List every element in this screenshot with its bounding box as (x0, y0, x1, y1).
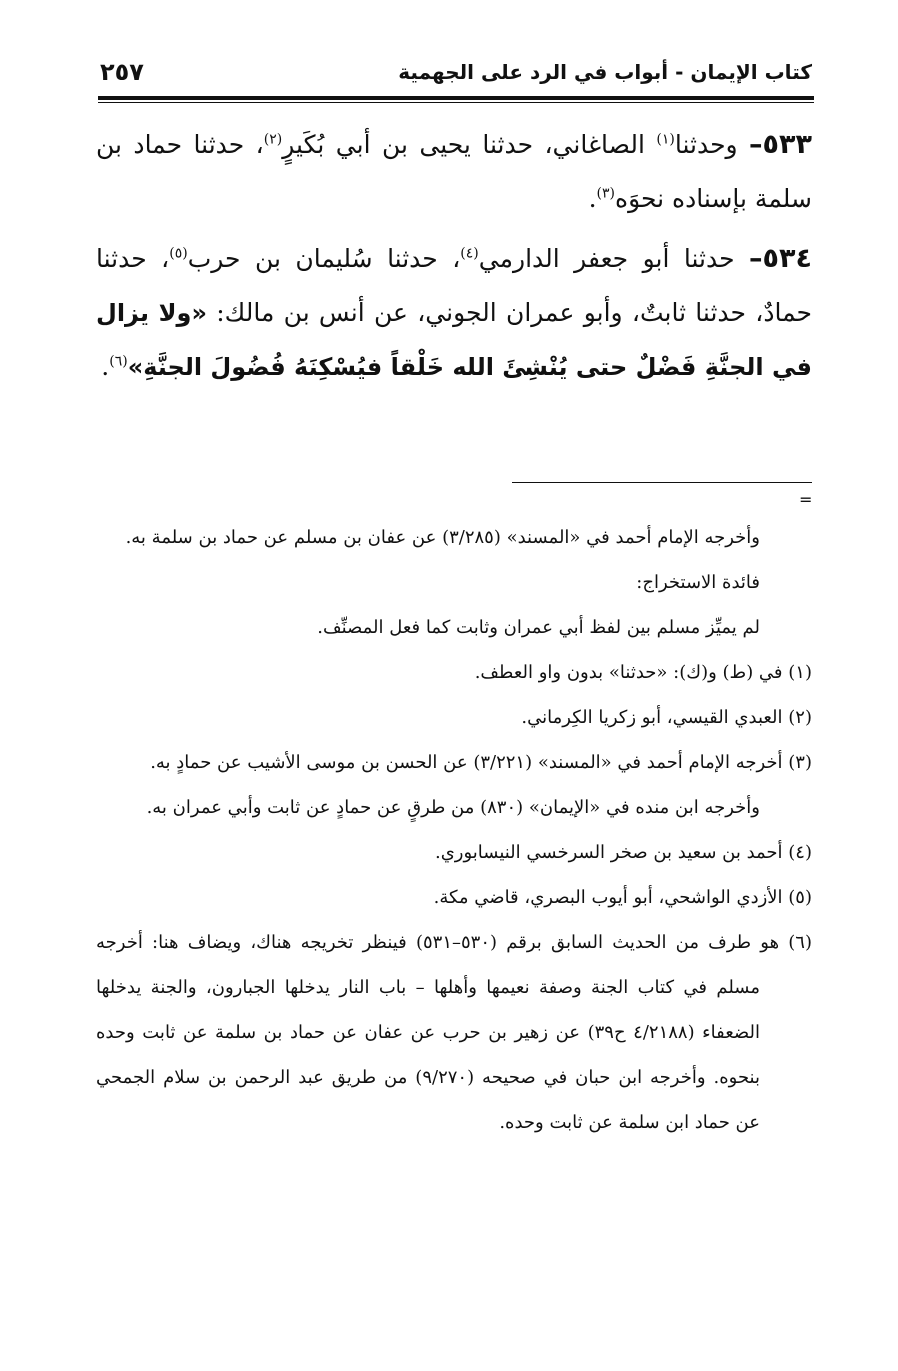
header-rule-thick (98, 96, 814, 100)
footnote-continued: فائدة الاستخراج: (636, 572, 760, 593)
hadith-text: الصاغاني، حدثنا يحيى بن أبي بُكَيرٍ (282, 130, 657, 159)
footnote-6: (٦) هو طرف من الحديث السابق برقم (٥٣٠–٥٣١) فينظر تخريجه هناك، ويضاف هنا: أخرجه مسلم في كتاب الجنة وصفة نعيمها وأهلها – باب النار يدخلها الجبارون، والجنة يدخلها الضعفاء (٤/٢١٨٨ ح٣٩) عن زهير بن حرب عن عفان عن حماد بن سلمة عن ثابت وحده بنحوه. وأخرجه ابن حبان في صحيحه (٩/٢٧٠) من طريق عبد الرحمن بن سلام الجمحي عن حماد ابن سلمة عن ثابت وحده. (96, 932, 812, 1133)
footnote-separator (512, 482, 812, 483)
footnote-4: (٤) أحمد بن سعيد بن صخر السرخسي النيسابوري. (434, 842, 812, 863)
hadith-text: ، حدثنا حماد بن سلمة بإسناده نحوَه (96, 130, 812, 213)
main-text (96, 118, 812, 400)
hadith-text: ، حدثنا حمادٌ، حدثنا ثابتٌ، وأبو عمران الجوني، عن أنس بن مالك: (96, 244, 813, 327)
footnote-continued: لم يميِّز مسلم بين لفظ أبي عمران وثابت كما فعل المصنِّف. (317, 617, 760, 638)
hadith-533 (96, 118, 812, 226)
footnote-3: (٣) أخرجه الإمام أحمد في «المسند» (٣/٢٢١) عن الحسن بن موسى الأشيب عن حمادٍ به. (150, 752, 812, 773)
footnote-ref: (٥) (169, 245, 188, 262)
hadith-number: ٥٣٤– (749, 243, 812, 274)
footnote-continued: وأخرجه الإمام أحمد في «المسند» (٣/٢٨٥) عن عفان بن مسلم عن حماد بن سلمة به. (125, 527, 760, 548)
hadith-text: . (101, 352, 110, 381)
hadith-text: . (588, 184, 597, 213)
footnote-5: (٥) الأزدي الواشحي، أبو أيوب البصري، قاضي مكة. (433, 887, 812, 908)
continuation-mark: = (799, 490, 813, 509)
hadith-text: ، حدثنا سُليمان بن حرب (187, 244, 461, 273)
header-title: كتاب الإيمان - أبواب في الرد على الجهمية (398, 60, 812, 84)
running-header (100, 56, 812, 96)
footnote-1: (١) في (ط) و(ك): «حدثنا» بدون واو العطف. (474, 662, 812, 683)
header-rule-thin (98, 102, 814, 103)
hadith-text: حدثنا أبو جعفر الدارمي (478, 244, 750, 273)
footnote-ref: (٤) (460, 245, 479, 262)
hadith-matn: «ولا يزال في الجنَّةِ فَضْلٌ حتى يُنْشِئَ الله خَلْقاً فيُسْكِنَهُ فُضُولَ الجنَّةِ» (96, 299, 812, 381)
footnote-ref: (٦) (109, 353, 128, 370)
footnote-3-continued: وأخرجه ابن منده في «الإيمان» (٨٣٠) من طرقٍ عن حمادٍ عن ثابت وأبي عمران به. (146, 797, 760, 818)
page-number: ٢٥٧ (100, 58, 144, 86)
hadith-text: وحدثنا (674, 130, 750, 159)
footnote-ref: (٣) (596, 185, 615, 202)
footnote-ref: (٢) (263, 131, 283, 148)
footnote-ref: (١) (656, 131, 675, 148)
hadith-534 (96, 232, 812, 394)
hadith-number: ٥٣٣– (749, 129, 812, 160)
footnotes (96, 515, 812, 1145)
footnote-2: (٢) العبدي القيسي، أبو زكريا الكِرماني. (521, 707, 812, 728)
